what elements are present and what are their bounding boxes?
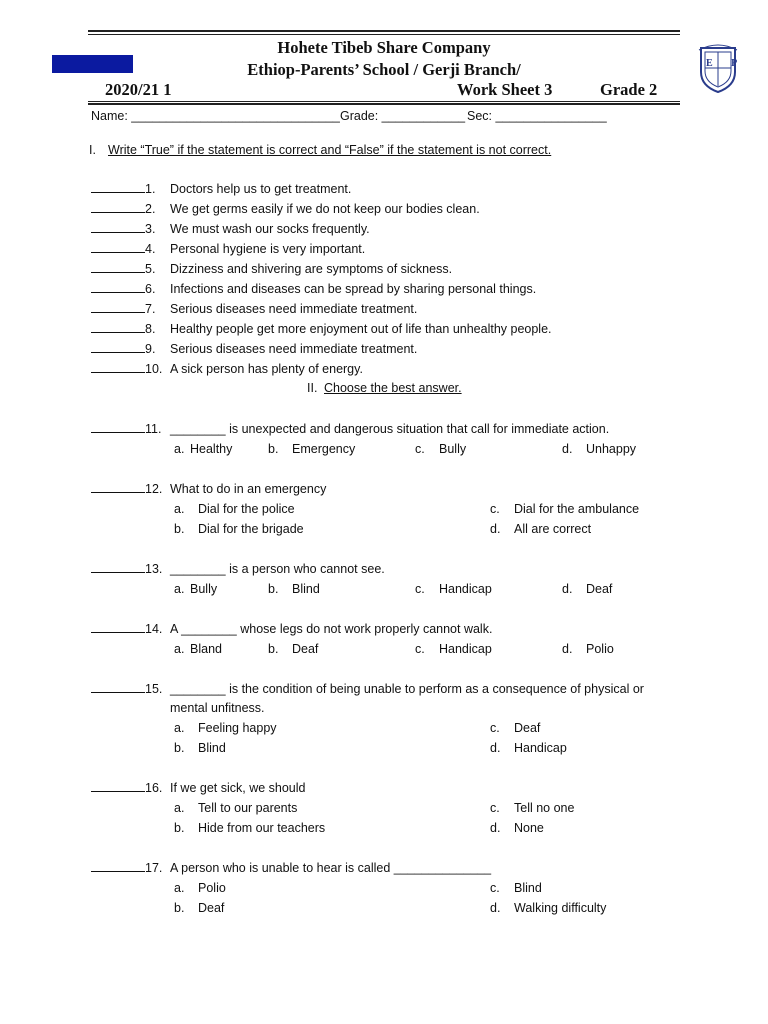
option-letter: c.: [415, 582, 425, 596]
option-letter: a.: [174, 442, 185, 456]
answer-option[interactable]: [174, 442, 232, 456]
answer-option[interactable]: [490, 502, 639, 516]
answer-option[interactable]: [490, 901, 606, 915]
option-text: Handicap: [439, 642, 492, 656]
question-text: A person who is unable to hear is called ______________: [170, 861, 492, 875]
mc-question: [91, 622, 493, 636]
option-letter: c.: [415, 642, 425, 656]
option-text: Bland: [190, 642, 222, 656]
answer-blank[interactable]: [91, 622, 145, 633]
answer-option[interactable]: [490, 821, 544, 835]
true-false-item: [91, 362, 363, 376]
answer-option[interactable]: [490, 721, 540, 735]
answer-option[interactable]: [174, 801, 297, 815]
question-text: We must wash our socks frequently.: [170, 222, 370, 236]
question-text: ________ is a person who cannot see.: [170, 562, 385, 576]
answer-blank[interactable]: [91, 362, 145, 373]
mc-question: [91, 562, 385, 576]
option-text: Deaf: [514, 721, 541, 735]
option-text: Hide from our teachers: [198, 821, 326, 835]
option-letter: d.: [490, 821, 501, 835]
option-letter: d.: [490, 522, 501, 536]
question-number: 14.: [145, 622, 163, 636]
option-letter: c.: [490, 881, 500, 895]
option-text: Polio: [198, 881, 226, 895]
logo-letters: E P: [706, 58, 746, 69]
question-number: 10.: [145, 362, 163, 376]
option-text: Dial for the ambulance: [514, 502, 640, 516]
answer-option[interactable]: [562, 582, 612, 596]
true-false-item: [91, 302, 418, 316]
option-text: Handicap: [439, 582, 492, 596]
mc-question: [91, 781, 306, 795]
answer-option[interactable]: [174, 502, 295, 516]
true-false-item: [91, 202, 480, 216]
question-number: 9.: [145, 342, 156, 356]
question-number: 12.: [145, 482, 163, 496]
option-text: Handicap: [514, 741, 567, 755]
question-text: Healthy people get more enjoyment out of life than unhealthy people.: [170, 322, 552, 336]
option-letter: c.: [490, 721, 500, 735]
option-text: Polio: [586, 642, 614, 656]
question-text: A sick person has plenty of energy.: [170, 362, 363, 376]
question-text: Personal hygiene is very important.: [170, 242, 366, 256]
question-text: A ________ whose legs do not work properly cannot walk.: [170, 622, 493, 636]
question-number: 3.: [145, 222, 156, 236]
grade-label: Grade 2: [600, 80, 658, 99]
header-rule-thick: [88, 103, 680, 105]
question-number: 4.: [145, 242, 156, 256]
answer-option[interactable]: [268, 442, 355, 456]
question-text: ________ is the condition of being unable to perform as a consequence of physical or: [170, 682, 644, 696]
true-false-item: [91, 242, 366, 256]
option-text: Emergency: [292, 442, 356, 456]
question-text: We get germs easily if we do not keep our bodies clean.: [170, 202, 480, 216]
mc-question: [91, 482, 327, 496]
question-number: 16.: [145, 781, 163, 795]
option-letter: c.: [415, 442, 425, 456]
answer-blank[interactable]: [91, 302, 145, 313]
question-number: 7.: [145, 302, 156, 316]
option-text: Tell to our parents: [198, 801, 298, 815]
option-letter: b.: [174, 522, 185, 536]
option-letter: a.: [174, 881, 185, 895]
answer-option[interactable]: [562, 642, 614, 656]
answer-option[interactable]: [174, 582, 217, 596]
option-text: None: [514, 821, 544, 835]
true-false-item: [91, 342, 418, 356]
true-false-item: [91, 182, 352, 196]
answer-blank[interactable]: [91, 222, 145, 233]
answer-option[interactable]: [174, 741, 226, 755]
name-field[interactable]: Name: ______________________________: [91, 109, 340, 123]
answer-option[interactable]: [415, 582, 492, 596]
option-letter: a.: [174, 801, 185, 815]
true-false-item: [91, 222, 370, 236]
option-letter: b.: [174, 741, 185, 755]
mc-question: [91, 422, 610, 436]
option-text: Bully: [439, 442, 467, 456]
true-false-item: [91, 282, 537, 296]
answer-blank[interactable]: [91, 682, 145, 693]
answer-blank[interactable]: [91, 482, 145, 493]
question-number: 15.: [145, 682, 163, 696]
question-text: What to do in an emergency: [170, 482, 327, 496]
answer-option[interactable]: [490, 741, 567, 755]
answer-option[interactable]: [268, 582, 320, 596]
answer-blank[interactable]: [91, 242, 145, 253]
answer-option[interactable]: [174, 721, 277, 735]
answer-option[interactable]: [490, 522, 591, 536]
option-letter: a.: [174, 502, 185, 516]
option-text: Walking difficulty: [514, 901, 607, 915]
answer-option[interactable]: [174, 881, 226, 895]
top-rule-thin: [88, 34, 680, 35]
answer-blank[interactable]: [91, 861, 145, 872]
question-text: Doctors help us to get treatment.: [170, 182, 352, 196]
true-false-item: [91, 262, 453, 276]
answer-blank[interactable]: [91, 342, 145, 353]
answer-blank[interactable]: [91, 282, 145, 293]
question-text: Infections and diseases can be spread by sharing personal things.: [170, 282, 537, 296]
section2-number: II.: [307, 381, 318, 395]
answer-option[interactable]: [174, 901, 224, 915]
option-letter: d.: [562, 582, 573, 596]
option-text: All are correct: [514, 522, 592, 536]
option-text: Deaf: [198, 901, 225, 915]
answer-option[interactable]: [562, 442, 636, 456]
answer-blank[interactable]: [91, 182, 145, 193]
answer-option[interactable]: [490, 801, 574, 815]
option-letter: d.: [490, 741, 501, 755]
section1-instruction: Write “True” if the statement is correct and “False” if the statement is not correct.: [108, 143, 552, 157]
question-number: 5.: [145, 262, 156, 276]
top-rule-thick: [88, 30, 680, 32]
answer-option[interactable]: [174, 642, 222, 656]
answer-option[interactable]: [174, 821, 325, 835]
option-text: Deaf: [292, 642, 319, 656]
section2-instruction: Choose the best answer.: [324, 381, 462, 395]
option-letter: d.: [562, 442, 573, 456]
mc-question: [91, 682, 644, 696]
option-text: Blind: [514, 881, 542, 895]
option-text: Dial for the police: [198, 502, 295, 516]
question-text: Serious diseases need immediate treatment.: [170, 302, 418, 316]
section1-number: I.: [89, 143, 96, 157]
option-letter: b.: [174, 901, 185, 915]
answer-blank[interactable]: [91, 422, 145, 433]
option-letter: b.: [174, 821, 185, 835]
question-number: 2.: [145, 202, 156, 216]
option-letter: a.: [174, 721, 185, 735]
option-text: Dial for the brigade: [198, 522, 304, 536]
question-number: 1.: [145, 182, 156, 196]
option-text: Healthy: [190, 442, 233, 456]
question-text: If we get sick, we should: [170, 781, 306, 795]
option-text: Bully: [190, 582, 218, 596]
question-number: 8.: [145, 322, 156, 336]
mc-question: [91, 861, 492, 875]
answer-option[interactable]: [490, 881, 542, 895]
grade-field[interactable]: Grade: ____________: [340, 109, 466, 123]
section-field[interactable]: Sec: ________________: [467, 109, 607, 123]
question-text: Serious diseases need immediate treatment.: [170, 342, 418, 356]
option-letter: d.: [562, 642, 573, 656]
question-number: 13.: [145, 562, 163, 576]
answer-option[interactable]: [268, 642, 318, 656]
option-letter: b.: [268, 442, 279, 456]
answer-blank[interactable]: [91, 322, 145, 333]
answer-blank[interactable]: [91, 202, 145, 213]
option-text: Deaf: [586, 582, 613, 596]
question-number: 11.: [145, 422, 162, 436]
question-text: Dizziness and shivering are symptoms of sickness.: [170, 262, 453, 276]
answer-blank[interactable]: [91, 562, 145, 573]
option-letter: a.: [174, 582, 185, 596]
option-text: Blind: [292, 582, 320, 596]
true-false-item: [91, 322, 552, 336]
option-letter: d.: [490, 901, 501, 915]
school-name: Ethiop-Parents’ School / Gerji Branch/: [247, 60, 521, 79]
option-text: Tell no one: [514, 801, 575, 815]
answer-option[interactable]: [415, 642, 492, 656]
option-text: Unhappy: [586, 442, 637, 456]
school-year: 2020/21 1: [105, 80, 172, 99]
option-letter: c.: [490, 502, 500, 516]
option-letter: b.: [268, 642, 279, 656]
option-letter: a.: [174, 642, 185, 656]
answer-blank[interactable]: [91, 262, 145, 273]
option-letter: b.: [268, 582, 279, 596]
option-text: Blind: [198, 741, 226, 755]
answer-option[interactable]: [174, 522, 304, 536]
option-letter: c.: [490, 801, 500, 815]
question-number: 6.: [145, 282, 156, 296]
option-text: Feeling happy: [198, 721, 277, 735]
answer-option[interactable]: [415, 442, 466, 456]
question-text: ________ is unexpected and dangerous situation that call for immediate action.: [170, 422, 610, 436]
header-rule-thin: [88, 101, 680, 102]
answer-blank[interactable]: [91, 781, 145, 792]
question-text-continued: mental unfitness.: [170, 701, 265, 715]
company-name: Hohete Tibeb Share Company: [277, 38, 491, 57]
question-number: 17.: [145, 861, 163, 875]
worksheet-title: Work Sheet 3: [457, 80, 553, 99]
